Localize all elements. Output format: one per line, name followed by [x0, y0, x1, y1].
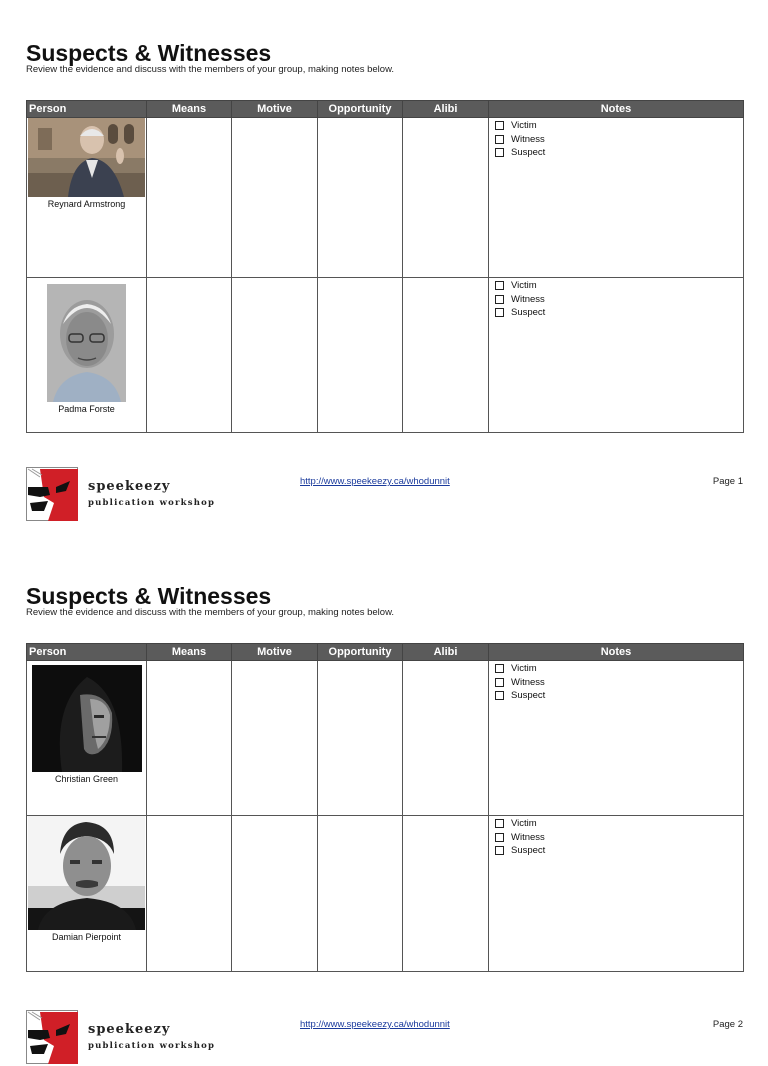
- checkbox-label: Suspect: [511, 147, 546, 158]
- table-row: [27, 816, 744, 972]
- checkbox-witness[interactable]: [495, 831, 743, 845]
- checkbox-victim[interactable]: [495, 817, 743, 831]
- motive-cell[interactable]: [232, 816, 318, 972]
- person-name: Damian Pierpoint: [51, 932, 122, 942]
- person-photo: [32, 665, 142, 772]
- table-row: [27, 118, 744, 278]
- page-title: Suspects & Witnesses: [26, 583, 272, 609]
- opportunity-cell[interactable]: [318, 816, 403, 972]
- checkbox-label: Witness: [511, 293, 545, 305]
- checkbox-label: Suspect: [511, 845, 546, 856]
- suspects-table: [26, 100, 744, 433]
- table-row: [27, 661, 744, 816]
- brand-name: speekeezy: [88, 1022, 171, 1037]
- person-photo: [28, 118, 145, 197]
- alibi-cell[interactable]: [403, 661, 489, 816]
- checkbox-icon: [495, 664, 504, 673]
- person-photo: [47, 284, 126, 402]
- whodunnit-link[interactable]: http://www.speekeezy.ca/whodunnit: [300, 476, 450, 487]
- notes-cell[interactable]: [489, 278, 744, 433]
- motive-cell[interactable]: [232, 118, 318, 278]
- checkbox-suspect[interactable]: [495, 146, 743, 160]
- checkbox-label: Witness: [511, 676, 545, 688]
- opportunity-cell[interactable]: [318, 118, 403, 278]
- checkbox-icon: [495, 308, 504, 317]
- checkbox-victim[interactable]: [495, 279, 743, 293]
- checkbox-label: Victim: [511, 120, 537, 131]
- opportunity-cell[interactable]: [318, 278, 403, 433]
- checkbox-label: Witness: [511, 133, 545, 145]
- page-number: Page 1: [712, 476, 743, 487]
- col-person: Person: [27, 101, 147, 118]
- means-cell[interactable]: [147, 816, 232, 972]
- col-notes: Notes: [489, 644, 744, 661]
- checkbox-icon: [495, 135, 504, 144]
- checkbox-label: Victim: [511, 818, 537, 829]
- motive-cell[interactable]: [232, 661, 318, 816]
- notes-cell[interactable]: [489, 118, 744, 278]
- checkbox-label: Witness: [511, 831, 545, 843]
- checkbox-suspect[interactable]: [495, 306, 743, 320]
- checkbox-icon: [495, 295, 504, 304]
- alibi-cell[interactable]: [403, 278, 489, 433]
- person-cell: [27, 661, 147, 816]
- checkbox-witness[interactable]: [495, 293, 743, 307]
- checkbox-victim[interactable]: [495, 119, 743, 133]
- table-row: [27, 278, 744, 433]
- alibi-cell[interactable]: [403, 118, 489, 278]
- checkbox-icon: [495, 678, 504, 687]
- checkbox-icon: [495, 833, 504, 842]
- col-means: Means: [147, 644, 232, 661]
- checkbox-icon: [495, 281, 504, 290]
- checkbox-witness[interactable]: [495, 676, 743, 690]
- brand-name: speekeezy: [88, 479, 171, 494]
- whodunnit-link[interactable]: http://www.speekeezy.ca/whodunnit: [300, 1019, 450, 1030]
- opportunity-cell[interactable]: [318, 661, 403, 816]
- checkbox-icon: [495, 819, 504, 828]
- brand-tagline: publication workshop: [88, 498, 216, 508]
- checkbox-witness[interactable]: [495, 133, 743, 147]
- checkbox-suspect[interactable]: [495, 844, 743, 858]
- table-header-row: [27, 101, 744, 118]
- page-footer: [26, 1010, 743, 1066]
- col-notes: Notes: [489, 101, 744, 118]
- checkbox-label: Victim: [511, 280, 537, 291]
- checkbox-label: Suspect: [511, 690, 546, 701]
- col-alibi: Alibi: [403, 644, 489, 661]
- page-title: Suspects & Witnesses: [26, 40, 272, 66]
- person-name: Padma Forste: [58, 404, 115, 414]
- person-cell: [27, 816, 147, 972]
- col-opportunity: Opportunity: [318, 101, 403, 118]
- checkbox-icon: [495, 691, 504, 700]
- checkbox-suspect[interactable]: [495, 689, 743, 703]
- person-cell: [27, 118, 147, 278]
- page-2: [26, 543, 743, 1051]
- person-name: Reynard Armstrong: [47, 199, 126, 209]
- suspects-table: [26, 643, 744, 972]
- means-cell[interactable]: [147, 661, 232, 816]
- checkbox-label: Suspect: [511, 307, 546, 318]
- motive-cell[interactable]: [232, 278, 318, 433]
- notes-cell[interactable]: [489, 661, 744, 816]
- page-footer: [26, 467, 743, 523]
- person-name: Christian Green: [54, 774, 119, 784]
- col-person: Person: [27, 644, 147, 661]
- col-motive: Motive: [232, 644, 318, 661]
- means-cell[interactable]: [147, 118, 232, 278]
- table-header-row: [27, 644, 744, 661]
- alibi-cell[interactable]: [403, 816, 489, 972]
- speekeezy-logo: [26, 1010, 78, 1064]
- speekeezy-logo: [26, 467, 78, 521]
- brand-tagline: publication workshop: [88, 1041, 216, 1051]
- checkbox-icon: [495, 846, 504, 855]
- page-1: [26, 0, 743, 540]
- checkbox-victim[interactable]: [495, 662, 743, 676]
- notes-cell[interactable]: [489, 816, 744, 972]
- col-means: Means: [147, 101, 232, 118]
- means-cell[interactable]: [147, 278, 232, 433]
- col-opportunity: Opportunity: [318, 644, 403, 661]
- intro-text: Review the evidence and discuss with the members of your group, making notes below.: [26, 64, 395, 75]
- person-photo: [28, 816, 145, 930]
- checkbox-icon: [495, 121, 504, 130]
- col-motive: Motive: [232, 101, 318, 118]
- checkbox-label: Victim: [511, 663, 537, 674]
- intro-text: Review the evidence and discuss with the members of your group, making notes below.: [26, 607, 395, 618]
- person-cell: [27, 278, 147, 433]
- page-number: Page 2: [712, 1019, 743, 1030]
- col-alibi: Alibi: [403, 101, 489, 118]
- checkbox-icon: [495, 148, 504, 157]
